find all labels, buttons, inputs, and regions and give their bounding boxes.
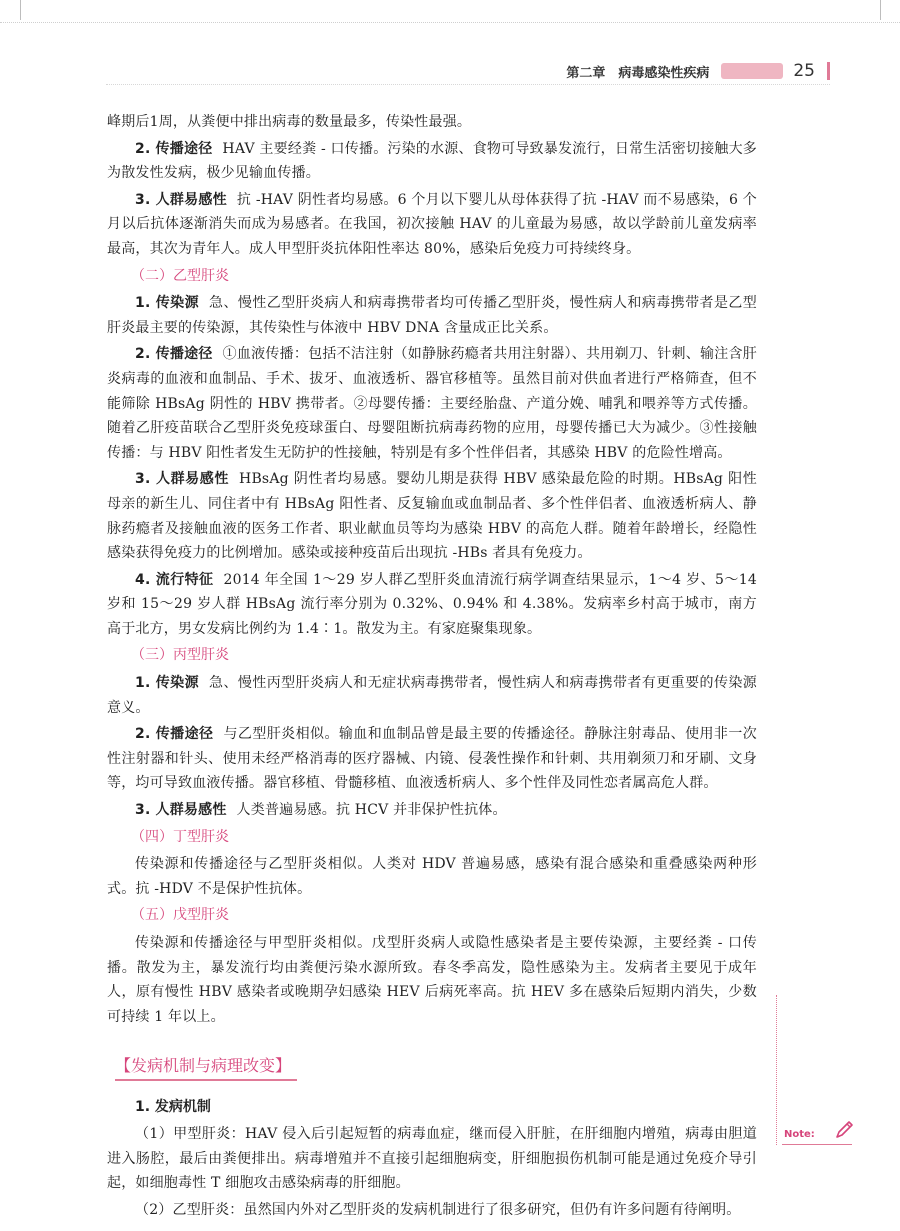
hbv-route-paragraph: [107, 342, 757, 465]
hbv-epi-title: 4. 流行特征: [135, 571, 214, 588]
margin-dotted-line: [776, 995, 777, 1145]
page-body: [107, 110, 757, 1224]
page-number: 25: [793, 61, 815, 81]
hbv-route-title: 2. 传播途径: [135, 346, 213, 363]
hdv-heading: （四）丁型肝炎: [131, 828, 229, 845]
hev-paragraph: 传染源和传播途径与甲型肝炎相似。戊型肝炎病人或隐性感染者是主要传染源，主要经粪 - 口传播。散发为主，暴发流行均由粪便污染水源所致。春冬季高发，隐性感染为主。发病者主要见于成年人，原有慢性 HBV 感染者或晚期孕妇感染 HEV 后病死率高。抗 HEV 多在感染后短期内消失，少数可持续 1 年以上。: [107, 935, 757, 1025]
hav-susc-title: 3. 人群易感性: [135, 191, 227, 208]
hcv-susc-title: 3. 人群易感性: [135, 802, 227, 819]
hbv-susc-title: 3. 人群易感性: [135, 471, 230, 488]
hcv-route-text: 与乙型肝炎相似。输血和血制品曾是最主要的传播途径。静脉注射毒品、使用非一次性注射器和针头、使用未经严格消毒的医疗器械、内镜、侵袭性操作和针刺、共用剃须刀和牙刷、文身等，均可导致血液传播。器官移植、骨髓移植、血液透析病人、多个性伴及同性恋者属高危人群。: [107, 726, 757, 792]
running-header: [566, 60, 830, 82]
hav-route-text: HAV 主要经粪 - 口传播。污染的水源、食物可导致暴发流行，日常生活密切接触大多为散发性发病，极少见输血传播。: [107, 140, 757, 182]
hbv-epidemiology-paragraph: [107, 568, 757, 642]
hcv-susceptibility-paragraph: [107, 798, 757, 823]
continued-paragraph: 峰期后1周，从粪便中排出病毒的数量最多，传染性最强。: [107, 114, 472, 130]
hbv-source-title: 1. 传染源: [135, 295, 200, 312]
hcv-source-text: 急、慢性丙型肝炎病人和无症状病毒携带者，慢性病人和病毒携带者有更重要的传染源意义。: [107, 675, 757, 716]
header-tick: [827, 62, 830, 80]
hav-susceptibility-paragraph: [107, 188, 757, 262]
header-color-bar: [721, 63, 783, 79]
hbv-epi-text: 2014 年全国 1～29 岁人群乙型肝炎血清流行病学调查结果显示，1～4 岁、5～14 岁和 15～29 岁人群 HBsAg 流行率分别为 0.32%、0.94% 和 4.38%。发病率乡村高于城市，南方高于北方，男女发病比例约为 1.4∶1。散发为主。有家庭聚集现象。: [107, 571, 757, 637]
hav-route-paragraph: [107, 137, 757, 186]
hcv-susc-text: 人类普遍易感。抗 HCV 并非保护性抗体。: [236, 802, 507, 819]
header-divider: [106, 84, 830, 85]
hbv-susc-text: HBsAg 阴性者均易感。婴幼儿期是获得 HBV 感染最危险的时期。HBsAg 阳性母亲的新生儿、同住者中有 HBsAg 阳性者、反复输血或血制品者、多个性伴侣者、血液透析病人、静脉药瘾者及接触血液的医务工作者、职业献血员等均为感染 HBV 的高危人群。随着年龄增长，经隐性感染获得免疫力的比例增加。感染或接种疫苗后出现抗 -HBs 者具有免疫力。: [107, 471, 757, 562]
hav-route-title: 2. 传播途径: [135, 140, 213, 157]
hbv-source-text: 急、慢性乙型肝炎病人和病毒携带者均可传播乙型肝炎，慢性病人和病毒携带者是乙型肝炎最主要的传染源，其传染性与体液中 HBV DNA 含量成正比关系。: [107, 295, 757, 336]
hcv-source-title: 1. 传染源: [135, 675, 200, 692]
pathogenesis-hav-paragraph: （1）甲型肝炎：HAV 侵入后引起短暂的病毒血症，继而侵入肝脏，在肝细胞内增殖，病毒由胆道进入肠腔，最后由粪便排出。病毒增殖并不直接引起细胞病变，肝细胞损伤机制可能是通过免疫介导引起，如细胞毒性 T 细胞攻击感染病毒的肝细胞。: [107, 1125, 757, 1192]
chapter-title: 第二章 病毒感染性疾病: [566, 65, 710, 81]
crop-mark-right: [880, 0, 881, 20]
pathogenesis-subtitle: 1. 发病机制: [135, 1099, 211, 1116]
pen-icon: [832, 1118, 856, 1142]
hbv-heading: （二）乙型肝炎: [131, 267, 229, 284]
hcv-route-title: 2. 传播途径: [135, 726, 214, 743]
hcv-source-paragraph: [107, 671, 757, 720]
hbv-susceptibility-paragraph: [107, 467, 757, 565]
pathogenesis-section-title: 【发病机制与病理改变】: [115, 1053, 297, 1081]
crop-mark-left: [20, 0, 21, 20]
hdv-paragraph: 传染源和传播途径与乙型肝炎相似。人类对 HDV 普遍易感，感染有混合感染和重叠感染两种形式。抗 -HDV 不是保护性抗体。: [107, 856, 757, 897]
note-underline: [782, 1144, 852, 1145]
hav-susc-text: 抗 -HAV 阴性者均易感。6 个月以下婴儿从母体获得了抗 -HAV 而不易感染，6 个月以后抗体逐渐消失而成为易感者。在我国，初次接触 HAV 的儿童最为易感，故以学龄前儿童发病率最高，其次为青年人。成人甲型肝炎抗体阳性率达 80%，感染后免疫力可持续终身。: [107, 191, 757, 257]
hbv-route-text: ①血液传播：包括不洁注射（如静脉药瘾者共用注射器）、共用剃刀、针刺、输注含肝炎病毒的血液和血制品、手术、拔牙、血液透析、器官移植等。虽然目前对供血者进行严格筛查，但不能筛除 HBsAg 阴性的 HBV 携带者。②母婴传播：主要经胎盘、产道分娩、哺乳和喂养等方式传播。随着乙肝疫苗联合乙型肝炎免疫球蛋白、母婴阻断抗病毒药物的应用，母婴传播已大为减少。③性接触传播：与 HBV 阳性者发生无防护的性接触，特别是有多个性伴侣者，其感染 HBV 的危险性增高。: [107, 346, 757, 461]
pathogenesis-hbv-paragraph: （2）乙型肝炎：虽然国内外对乙型肝炎的发病机制进行了很多研究，但仍有许多问题有待阐明。: [135, 1201, 741, 1218]
hev-heading: （五）戊型肝炎: [131, 907, 229, 924]
hcv-route-paragraph: [107, 722, 757, 796]
note-area: [782, 1116, 856, 1146]
hcv-heading: （三）丙型肝炎: [131, 647, 229, 664]
top-dotted-line: [0, 0, 900, 23]
note-label: Note:: [784, 1129, 815, 1140]
hbv-source-paragraph: [107, 291, 757, 340]
